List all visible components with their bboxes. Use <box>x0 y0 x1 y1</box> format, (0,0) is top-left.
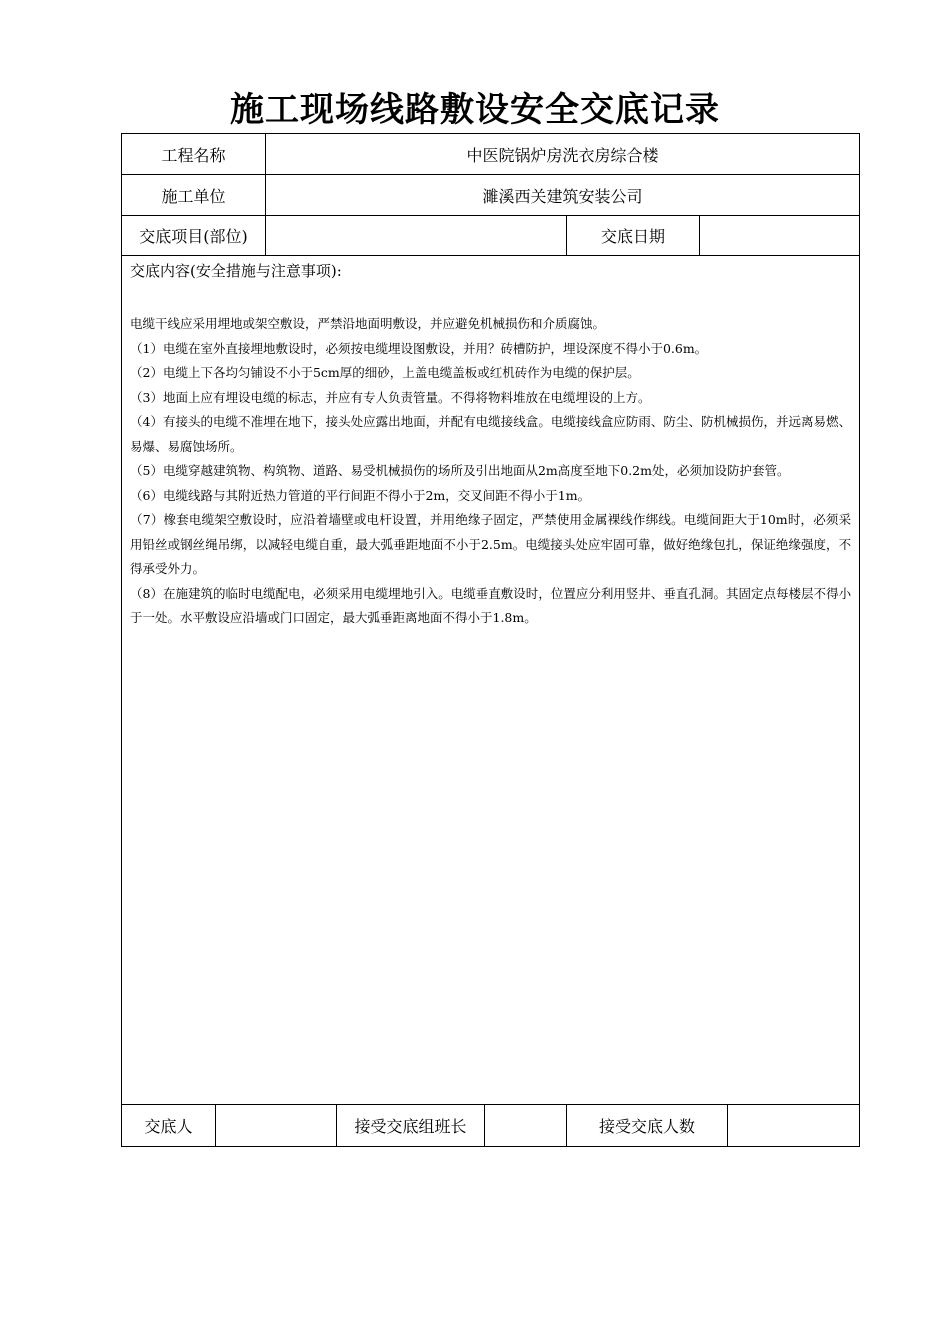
content-paragraph: 电缆干线应采用埋地或架空敷设，严禁沿地面明敷设，并应避免机械损伤和介质腐蚀。 <box>130 316 606 331</box>
row-project-name <box>122 134 860 175</box>
recipient-count-value <box>728 1105 860 1147</box>
project-name-value: 中医院锅炉房洗衣房综合楼 <box>266 134 860 175</box>
recipient-count-label: 接受交底人数 <box>567 1105 728 1147</box>
row-signatures <box>122 1105 860 1147</box>
date-label: 交底日期 <box>567 216 700 256</box>
content-paragraph: （4）有接头的电缆不准埋在地下，接头处应露出地面，并配有电缆接线盒。电缆接线盒应防雨、防尘、防机械损伤，并远离易燃、易爆、易腐蚀场所。 <box>130 414 852 454</box>
content-paragraph: （2）电缆上下各均匀铺设不小于5cm厚的细砂，上盖电缆盖板或红机砖作为电缆的保护层。 <box>130 365 640 380</box>
contractor-label: 施工单位 <box>122 175 266 216</box>
item-value <box>266 216 567 256</box>
item-label: 交底项目(部位) <box>122 216 266 256</box>
document-title: 施工现场线路敷设安全交底记录 <box>230 90 720 130</box>
row-item-date <box>122 216 860 256</box>
content-paragraph: （5）电缆穿越建筑物、构筑物、道路、易受机械损伤的场所及引出地面从2m高度至地下0.2m处，必须加设防护套管。 <box>130 463 790 478</box>
safety-briefing-form <box>121 133 860 1147</box>
content-paragraph: （3）地面上应有埋设电缆的标志，并应有专人负责管量。不得将物料堆放在电缆埋设的上方。 <box>130 389 651 405</box>
content-paragraph: （8）在施建筑的临时电缆配电，必须采用电缆埋地引入。电缆垂直敷设时，位置应分利用竖井、垂直孔洞。其固定点每楼层不得小于一处。水平敷设应沿墙或门口固定，最大弧垂距离地面不得小于1.8m。 <box>130 585 852 625</box>
content-paragraph: （7）橡套电缆架空敷设时，应沿着墙壁或电杆设置，并用绝缘子固定，严禁使用金属裸线作绑线。电缆间距大于10m时，必须采用铅丝或钢丝绳吊绑，以减轻电缆自重，最大弧垂距地面不小于2.5m。电缆接头处应牢固可靠，做好绝缘包扎，保证绝缘强度，不得承受外力。 <box>130 512 852 576</box>
content-label: 交底内容(安全措施与注意事项): <box>130 262 342 280</box>
contractor-value: 濉溪西关建筑安装公司 <box>266 175 860 216</box>
content-paragraph: （1）电缆在室外直接埋地敷设时，必须按电缆埋设图敷设，并用？砖槽防护，埋设深度不得小于0.6m。 <box>130 340 708 356</box>
project-name-label: 工程名称 <box>122 134 266 175</box>
content-paragraph: （6）电缆线路与其附近热力管道的平行间距不得小于2m，交叉间距不得小于1m。 <box>130 487 591 503</box>
content-body <box>122 282 859 631</box>
briefer-label: 交底人 <box>122 1105 216 1147</box>
content-cell <box>122 256 860 1105</box>
row-contractor <box>122 175 860 216</box>
team-leader-value <box>485 1105 567 1147</box>
date-value <box>700 216 860 256</box>
team-leader-label: 接受交底组班长 <box>337 1105 485 1147</box>
row-content <box>122 256 860 1105</box>
briefer-value <box>216 1105 337 1147</box>
